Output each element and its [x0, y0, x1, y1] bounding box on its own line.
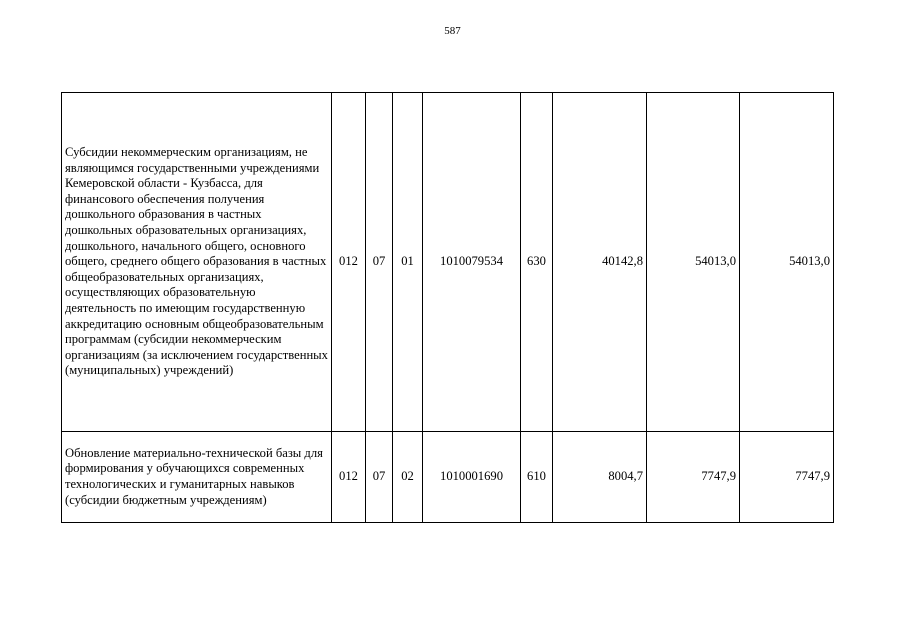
- table-row: [62, 93, 834, 432]
- ministry-code: 012: [332, 432, 366, 523]
- budget-table: [61, 92, 834, 523]
- amount-1: 8004,7: [553, 432, 647, 523]
- expense-type-code: 630: [521, 93, 553, 432]
- subsection-code: 01: [393, 93, 423, 432]
- ministry-code: 012: [332, 93, 366, 432]
- amount-2: 7747,9: [647, 432, 740, 523]
- amount-1: 40142,8: [553, 93, 647, 432]
- table-row: [62, 432, 834, 523]
- amount-2: 54013,0: [647, 93, 740, 432]
- amount-3: 54013,0: [740, 93, 834, 432]
- section-code: 07: [366, 93, 393, 432]
- row-description: Обновление материально-технической базы для формирования у обучающихся современных технологических и гуманитарных навыков (субсидии бюджетным учреждениям): [62, 432, 332, 523]
- section-code: 07: [366, 432, 393, 523]
- expense-type-code: 610: [521, 432, 553, 523]
- amount-3: 7747,9: [740, 432, 834, 523]
- target-article-code: 1010001690: [423, 432, 521, 523]
- page-number: 587: [444, 25, 461, 37]
- row-description: Субсидии некоммерческим организациям, не являющимся государственными учреждениями Кемеровской области - Кузбасса, для финансового обеспечения получения дошкольного образования в частных дошкольных образовательных организациях, дошкольного, начального общего, основного общего, среднего общего образования в частных общеобразовательных организациях, осуществляющих образовательную деятельность по имеющим государственную аккредитацию основным общеобразовательным программам (субсидии некоммерческим организациям (за исключением государственных (муниципальных) учреждений): [62, 93, 332, 432]
- target-article-code: 1010079534: [423, 93, 521, 432]
- subsection-code: 02: [393, 432, 423, 523]
